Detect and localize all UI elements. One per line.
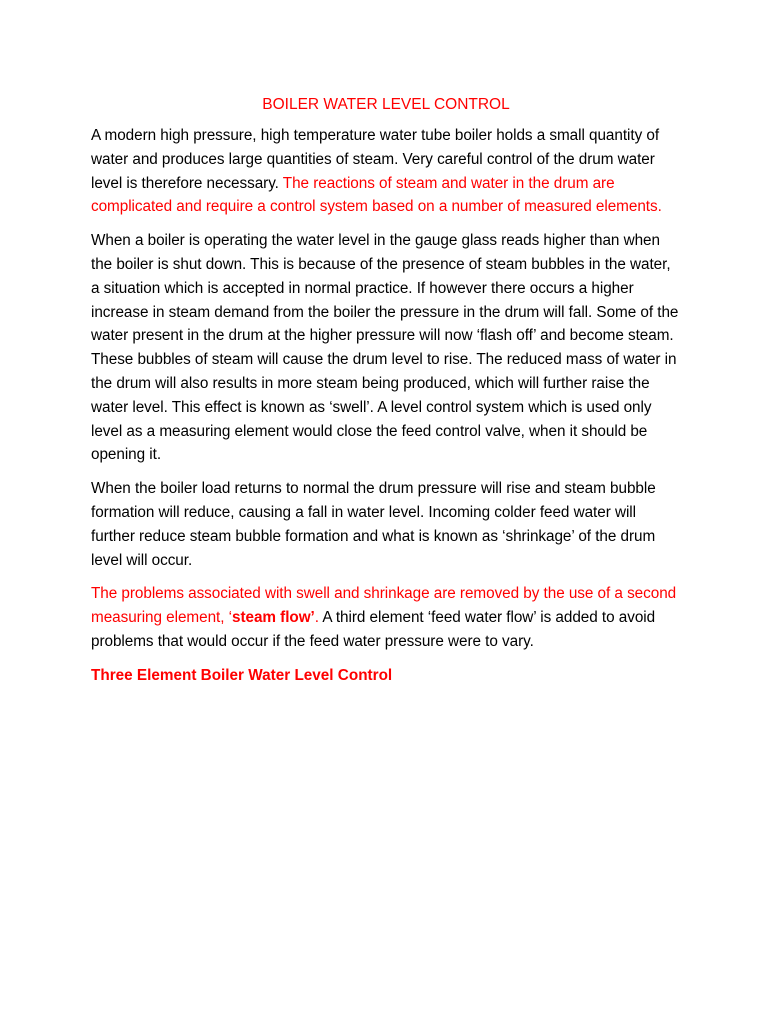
paragraph-solution-highlight: The problems associated with swell and shrinkage are removed by the use of a second measuring element, ‘	[91, 585, 677, 627]
paragraph-swell: When a boiler is operating the water level in the gauge glass reads higher than when the boiler is shut down. This is because of the presence of steam bubbles in the water, a situation which is accepted in normal practice. If however there occurs a higher increase in steam demand from the boiler the pressure in the drum will fall. Some of the water present in the drum at the higher pressure will now ‘flash off’ and become steam. These bubbles of steam will cause the drum level to rise. The reduced mass of water in the drum will also results in more steam being produced, which will further raise the water level. This effect is known as ‘swell’. A level control system which is used only level as a measuring element would close the feed control valve, when it should be opening it.	[91, 232, 679, 464]
paragraph-intro	[91, 124, 681, 219]
paragraph-intro-highlight: The reactions of steam and water in the drum are complicated and require a control system based on a number of measured elements.	[91, 174, 662, 216]
section-subheading: Three Element Boiler Water Level Control	[91, 666, 393, 684]
paragraph-solution-text: A third element ‘feed water flow’ is added to avoid problems that would occur if the feed water pressure were to vary.	[91, 609, 656, 650]
document-title: BOILER WATER LEVEL CONTROL	[262, 96, 510, 113]
steam-flow-term: steam flow’	[232, 609, 315, 627]
paragraph-solution	[91, 582, 681, 653]
paragraph-shrinkage: When the boiler load returns to normal the drum pressure will rise and steam bubble formation will reduce, causing a fall in water level. Incoming colder feed water will further reduce steam bubble formation and what is known as ‘shrinkage’ of the drum level will occur.	[91, 480, 656, 569]
paragraph-intro-text: A modern high pressure, high temperature water tube boiler holds a small quantity of water and produces large quantities of steam. Very careful control of the drum water level is therefore necessary.	[91, 127, 660, 192]
paragraph-solution-period: .	[314, 609, 319, 627]
document-body	[91, 94, 681, 688]
